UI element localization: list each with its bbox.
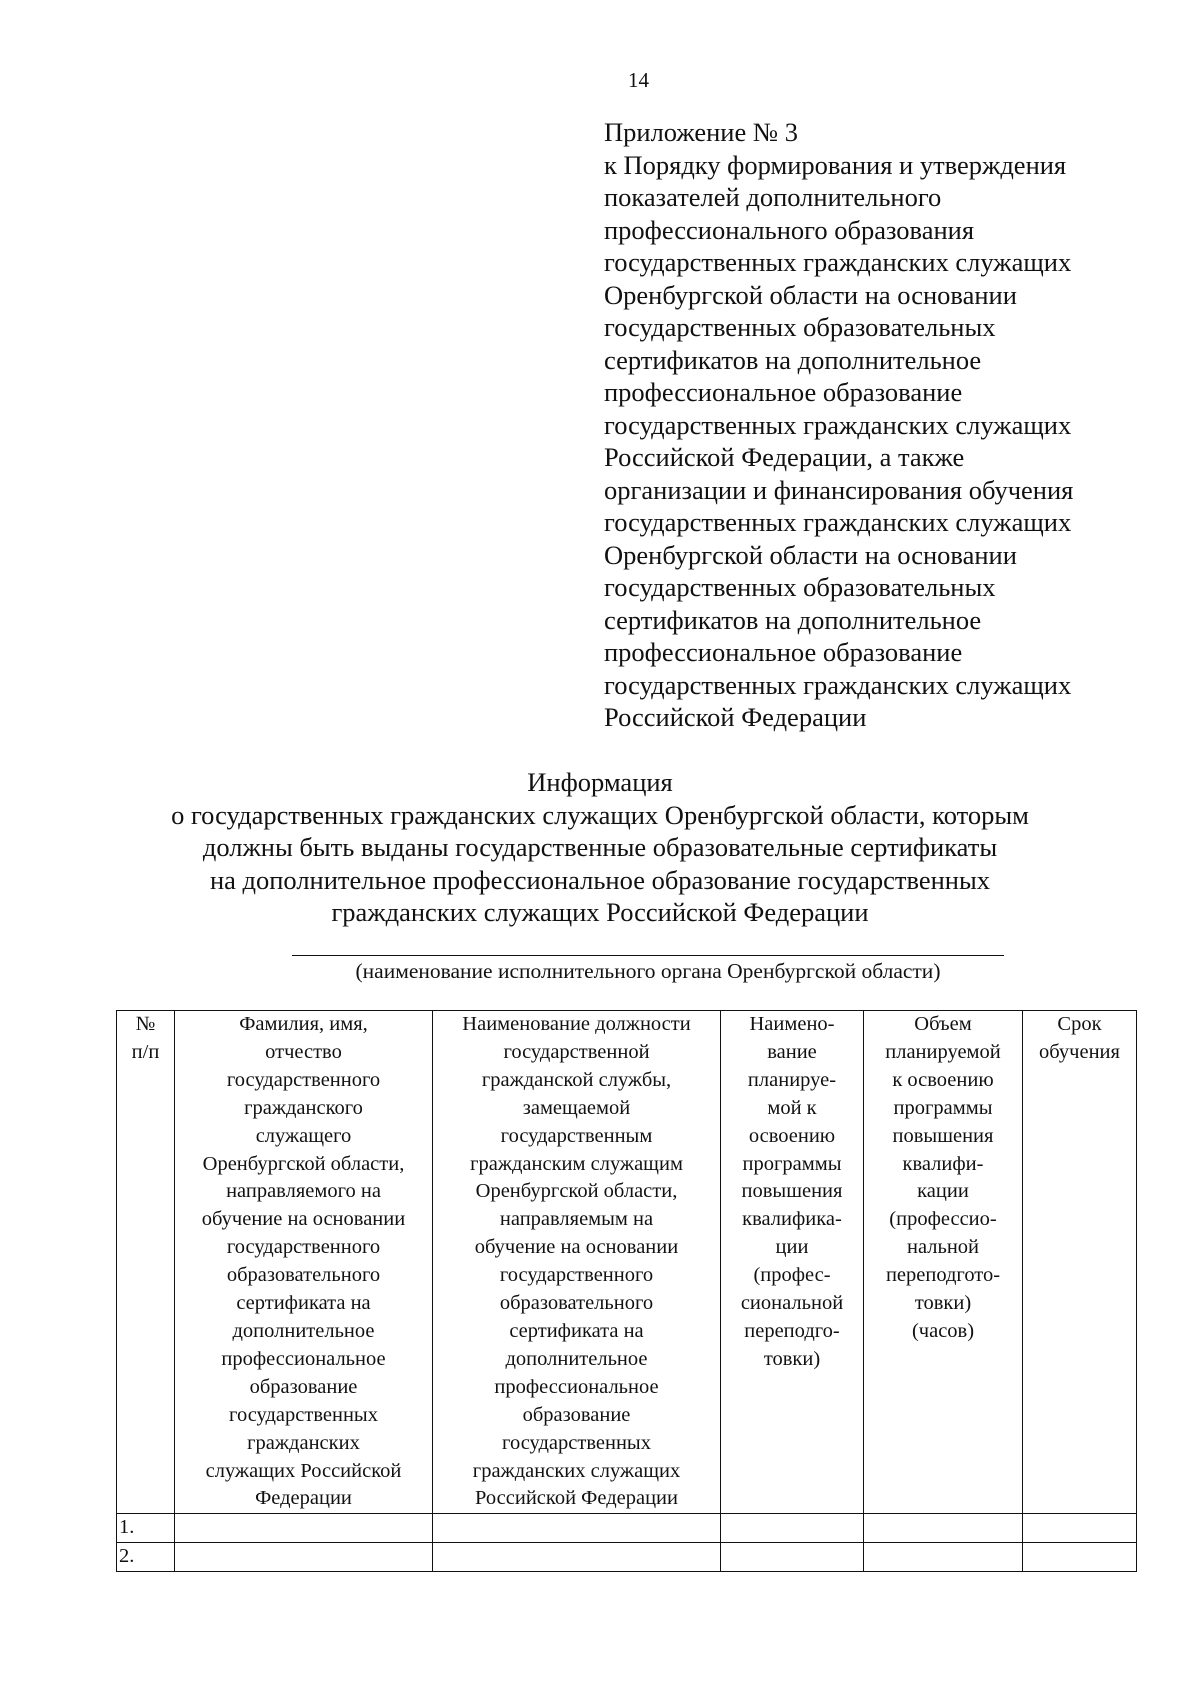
appendix-line: государственных гражданских служащих: [604, 409, 1072, 440]
table-cell: 2.: [117, 1543, 175, 1572]
table-cell: 1.: [117, 1514, 175, 1543]
header-program-name: Наимено- вание планируе- мой к освоению программы повышения квалифика- ции (профес- сиональной переподго- товки): [721, 1011, 864, 1514]
header-number: № п/п: [117, 1011, 175, 1514]
appendix-line: государственных гражданских служащих: [604, 247, 1072, 277]
info-line: о государственных гражданских служащих Оренбургской области, которым: [171, 799, 1029, 830]
appendix-line: организации и финансирования обучения: [604, 474, 1074, 505]
info-line: должны быть выданы государственные образовательные сертификаты: [202, 832, 998, 862]
appendix-line: профессиональное образование: [604, 377, 963, 407]
table-header-row: [117, 1011, 1137, 1514]
header-study-period: Срок обучения: [1023, 1011, 1137, 1514]
table-cell: [864, 1514, 1023, 1543]
table-cell: [721, 1543, 864, 1572]
header-program-volume: Объем планируемой к освоению программы повышения квалифи- кации (профессио- нальной переподгото- товки) (часов): [864, 1011, 1023, 1514]
info-title: Информация: [527, 767, 673, 797]
appendix-line: Оренбургской области на основании: [604, 279, 1017, 310]
table-cell: [175, 1543, 433, 1572]
appendix-line: профессионального образования: [604, 214, 975, 245]
org-name-blank-line: [292, 955, 1004, 956]
table-row: [117, 1514, 1137, 1543]
table-cell: [433, 1514, 721, 1543]
appendix-line: к Порядку формирования и утверждения: [604, 149, 1067, 180]
appendix-line: сертификатов на дополнительное: [604, 344, 982, 375]
appendix-line: Российской Федерации, а также: [604, 442, 965, 472]
info-line: на дополнительное профессиональное образование государственных: [209, 864, 991, 895]
table-cell: [721, 1514, 864, 1543]
info-line: гражданских служащих Российской Федерации: [331, 897, 869, 927]
appendix-line: Оренбургской области на основании: [604, 539, 1017, 570]
org-caption: (наименование исполнительного органа Оренбургской области): [355, 959, 941, 983]
appendix-heading: Приложение № 3: [604, 117, 799, 147]
appendix-line: показателей дополнительного: [604, 182, 942, 212]
appendix-line: государственных образовательных: [604, 312, 996, 342]
table-cell: [1023, 1514, 1137, 1543]
appendix-line: государственных образовательных: [604, 572, 996, 602]
page-number: 14: [628, 68, 649, 92]
header-full-name: Фамилия, имя, отчество государственного гражданского служащего Оренбургской области, направляемого на обучение на основании государственного образовательного сертификата на дополнительное профессиональное образование государственных гражданских служащих Российской Федерации: [175, 1011, 433, 1514]
table-cell: [1023, 1543, 1137, 1572]
appendix-line: профессиональное образование: [604, 637, 963, 667]
appendix-line: государственных гражданских служащих: [604, 507, 1072, 537]
table-cell: [433, 1543, 721, 1572]
appendix-line: государственных гражданских служащих: [604, 669, 1072, 700]
appendix-line: Российской Федерации: [604, 702, 867, 732]
table-cell: [864, 1543, 1023, 1572]
officials-table: [116, 1010, 1137, 1572]
info-block: [100, 766, 1100, 929]
appendix-line: сертификатов на дополнительное: [604, 604, 982, 635]
table-cell: [175, 1514, 433, 1543]
table-row: [117, 1543, 1137, 1572]
appendix-block: [604, 116, 1144, 734]
header-position: Наименование должности государственной гражданской службы, замещаемой государственным гражданским служащим Оренбургской области, направляемым на обучение на основании государственного образовательного сертификата на дополнительное профессиональное образование государственных гражданских служащих Российской Федерации: [433, 1011, 721, 1514]
